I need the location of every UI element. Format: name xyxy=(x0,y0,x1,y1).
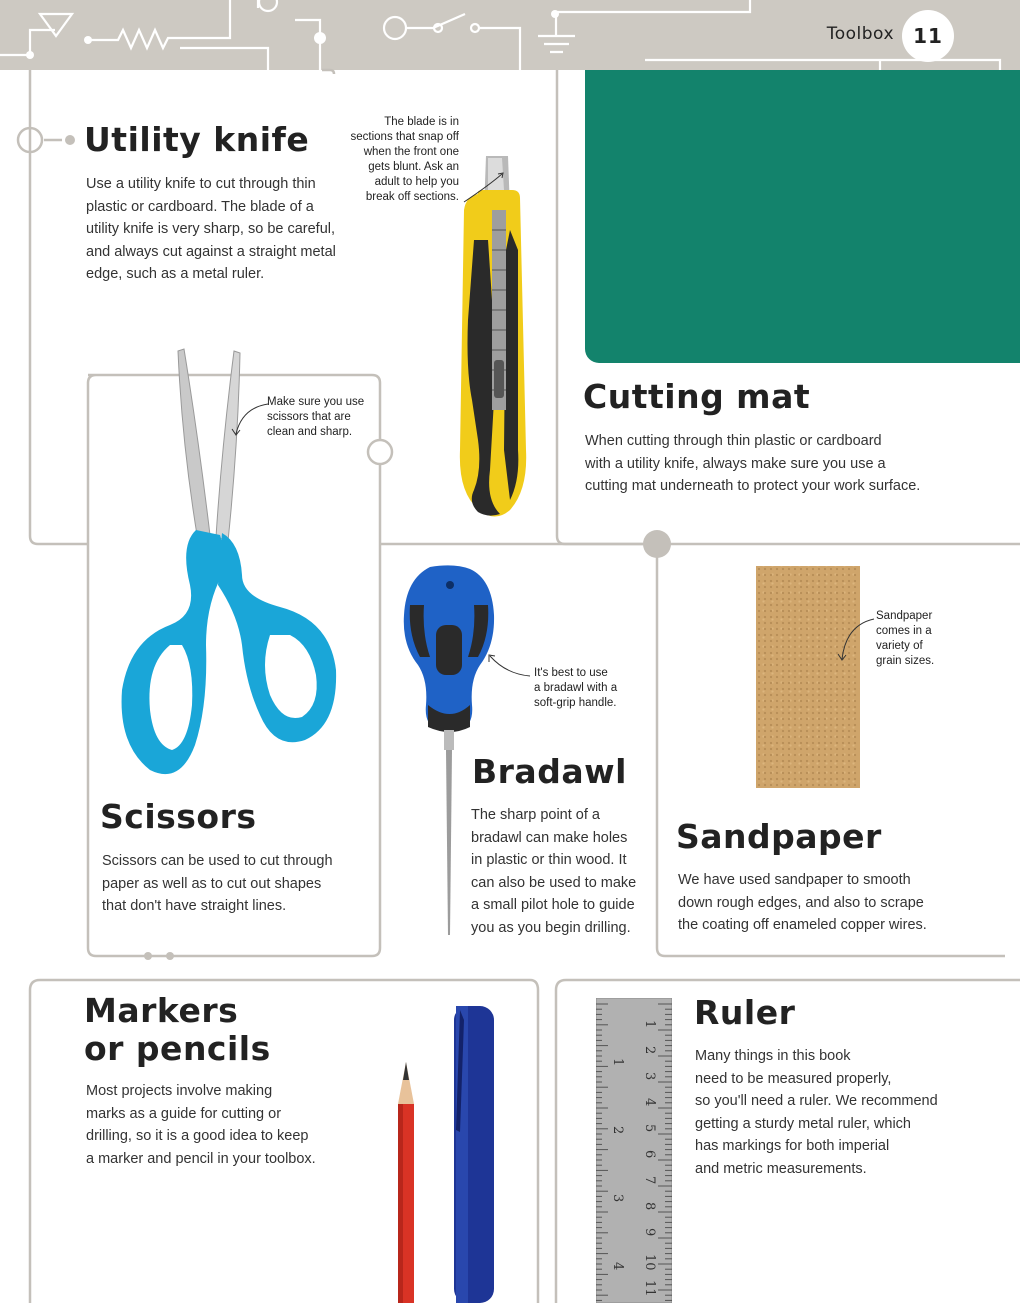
cutting-mat-line: with a utility knife, always make sure you use a xyxy=(585,455,886,472)
bradawl-line: in plastic or thin wood. It xyxy=(471,852,627,868)
ruler-cm-label: 6 xyxy=(642,1150,657,1159)
bradawl-callout-line: It's best to use xyxy=(534,667,608,679)
knife-callout-line: break off sections. xyxy=(365,191,459,203)
knife-callout-line: gets blunt. Ask an xyxy=(368,161,459,173)
bradawl-callout-line: a bradawl with a xyxy=(534,682,618,694)
bradawl-callout-arrow xyxy=(484,650,534,680)
utility-knife-line: edge, such as a metal ruler. xyxy=(86,266,265,282)
scissors-callout-line: scissors that are xyxy=(267,411,351,423)
cutting-mat-body xyxy=(585,430,920,498)
ruler-image xyxy=(596,998,672,1303)
knife-callout-line: sections that snap off xyxy=(350,131,459,143)
ruler-inch-label: 1 xyxy=(610,1058,625,1067)
markers-title-line: or pencils xyxy=(84,1029,271,1068)
markers-line: Most projects involve making xyxy=(86,1083,273,1099)
sandpaper-callout-line: variety of xyxy=(876,640,923,652)
scissors-line: that don't have straight lines. xyxy=(102,898,287,914)
ruler-cm-label: 7 xyxy=(642,1176,657,1185)
header-label: Toolbox xyxy=(826,24,894,44)
ruler-line: has markings for both imperial xyxy=(695,1138,890,1154)
cutting-mat-image xyxy=(585,70,1020,363)
ruler-title: Ruler xyxy=(694,993,796,1032)
ruler-cm-label: 10 xyxy=(642,1254,657,1271)
ruler-inch-label: 3 xyxy=(610,1194,625,1203)
scissors-line: paper as well as to cut out shapes xyxy=(102,875,322,892)
page-number: 11 xyxy=(902,10,954,62)
sandpaper-callout-line: Sandpaper xyxy=(876,610,933,622)
knife-callout-arrow xyxy=(462,170,512,210)
cutting-mat-line: cutting mat underneath to protect your work surface. xyxy=(585,478,921,494)
knife-callout-line: when the front one xyxy=(363,146,459,158)
markers-line: marks as a guide for cutting or xyxy=(86,1105,282,1122)
ruler-cm-label: 9 xyxy=(642,1228,657,1237)
bradawl-callout xyxy=(534,666,617,711)
cutting-mat-line: When cutting through thin plastic or cardboard xyxy=(585,433,882,449)
markers-body xyxy=(86,1080,316,1170)
scissors-callout-line: Make sure you use xyxy=(267,396,365,408)
bradawl-line: a small pilot hole to guide xyxy=(471,897,635,913)
pencil-marker-image xyxy=(390,1000,500,1303)
utility-knife-line: plastic or cardboard. The blade of a xyxy=(86,198,314,215)
scissors-title: Scissors xyxy=(100,797,257,836)
utility-knife-callout xyxy=(330,115,459,205)
sandpaper-callout xyxy=(876,609,934,669)
utility-knife-body xyxy=(86,173,336,286)
sandpaper-line: down rough edges, and also to scrape xyxy=(678,894,924,911)
sandpaper-line: We have used sandpaper to smooth xyxy=(678,872,911,888)
ruler-cm-label: 3 xyxy=(642,1072,657,1081)
markers-title xyxy=(84,992,271,1068)
sandpaper-callout-arrow xyxy=(834,615,878,663)
ruler-cm-label: 11 xyxy=(642,1280,657,1297)
utility-knife-line: and always cut against a straight metal xyxy=(86,243,336,260)
sandpaper-callout-line: comes in a xyxy=(876,625,932,637)
sandpaper-line: the coating off enameled copper wires. xyxy=(678,917,927,933)
scissors-callout-line: clean and sharp. xyxy=(267,426,353,438)
bradawl-line: you as you begin drilling. xyxy=(471,919,631,936)
ruler-line: and metric measurements. xyxy=(695,1160,867,1177)
sandpaper-body xyxy=(678,869,927,937)
cutting-mat-title: Cutting mat xyxy=(583,377,811,416)
ruler-line: need to be measured properly, xyxy=(695,1070,892,1087)
ruler-line: getting a sturdy metal ruler, which xyxy=(695,1115,911,1132)
ruler-cm-label: 8 xyxy=(642,1202,657,1211)
bradawl-title: Bradawl xyxy=(472,752,627,791)
ruler-line: Many things in this book xyxy=(695,1048,851,1064)
utility-knife-line: utility knife is very sharp, so be careful, xyxy=(86,221,336,237)
markers-line: a marker and pencil in your toolbox. xyxy=(86,1150,316,1167)
bradawl-line: can also be used to make xyxy=(471,874,637,891)
scissors-body xyxy=(102,850,333,918)
markers-title-line: Markers xyxy=(84,991,239,1030)
knife-callout-line: The blade is in xyxy=(384,116,459,128)
ruler-line: so you'll need a ruler. We recommend xyxy=(695,1093,938,1109)
scissors-callout xyxy=(267,395,364,440)
scissors-callout-arrow xyxy=(228,400,272,440)
ruler-inch-label: 2 xyxy=(610,1126,625,1135)
sandpaper-callout-line: grain sizes. xyxy=(876,655,935,667)
utility-knife-line: Use a utility knife to cut through thin xyxy=(86,176,316,192)
ruler-inch-label: 4 xyxy=(610,1262,625,1271)
ruler-cm-label: 4 xyxy=(642,1098,657,1107)
ruler-body xyxy=(695,1045,938,1180)
knife-callout-line: adult to help you xyxy=(374,176,459,188)
bradawl-line: bradawl can make holes xyxy=(471,829,628,846)
sandpaper-title: Sandpaper xyxy=(676,817,882,856)
scissors-line: Scissors can be used to cut through xyxy=(102,853,333,869)
ruler-cm-label: 2 xyxy=(642,1046,657,1055)
bradawl-body xyxy=(471,804,636,939)
utility-knife-title: Utility knife xyxy=(84,120,310,159)
ruler-cm-label: 5 xyxy=(642,1124,657,1133)
ruler-cm-label: 1 xyxy=(642,1020,657,1029)
bradawl-callout-line: soft-grip handle. xyxy=(534,697,617,709)
markers-line: drilling, so it is a good idea to keep xyxy=(86,1128,309,1144)
bradawl-line: The sharp point of a xyxy=(471,807,600,823)
sandpaper-image xyxy=(756,566,860,788)
